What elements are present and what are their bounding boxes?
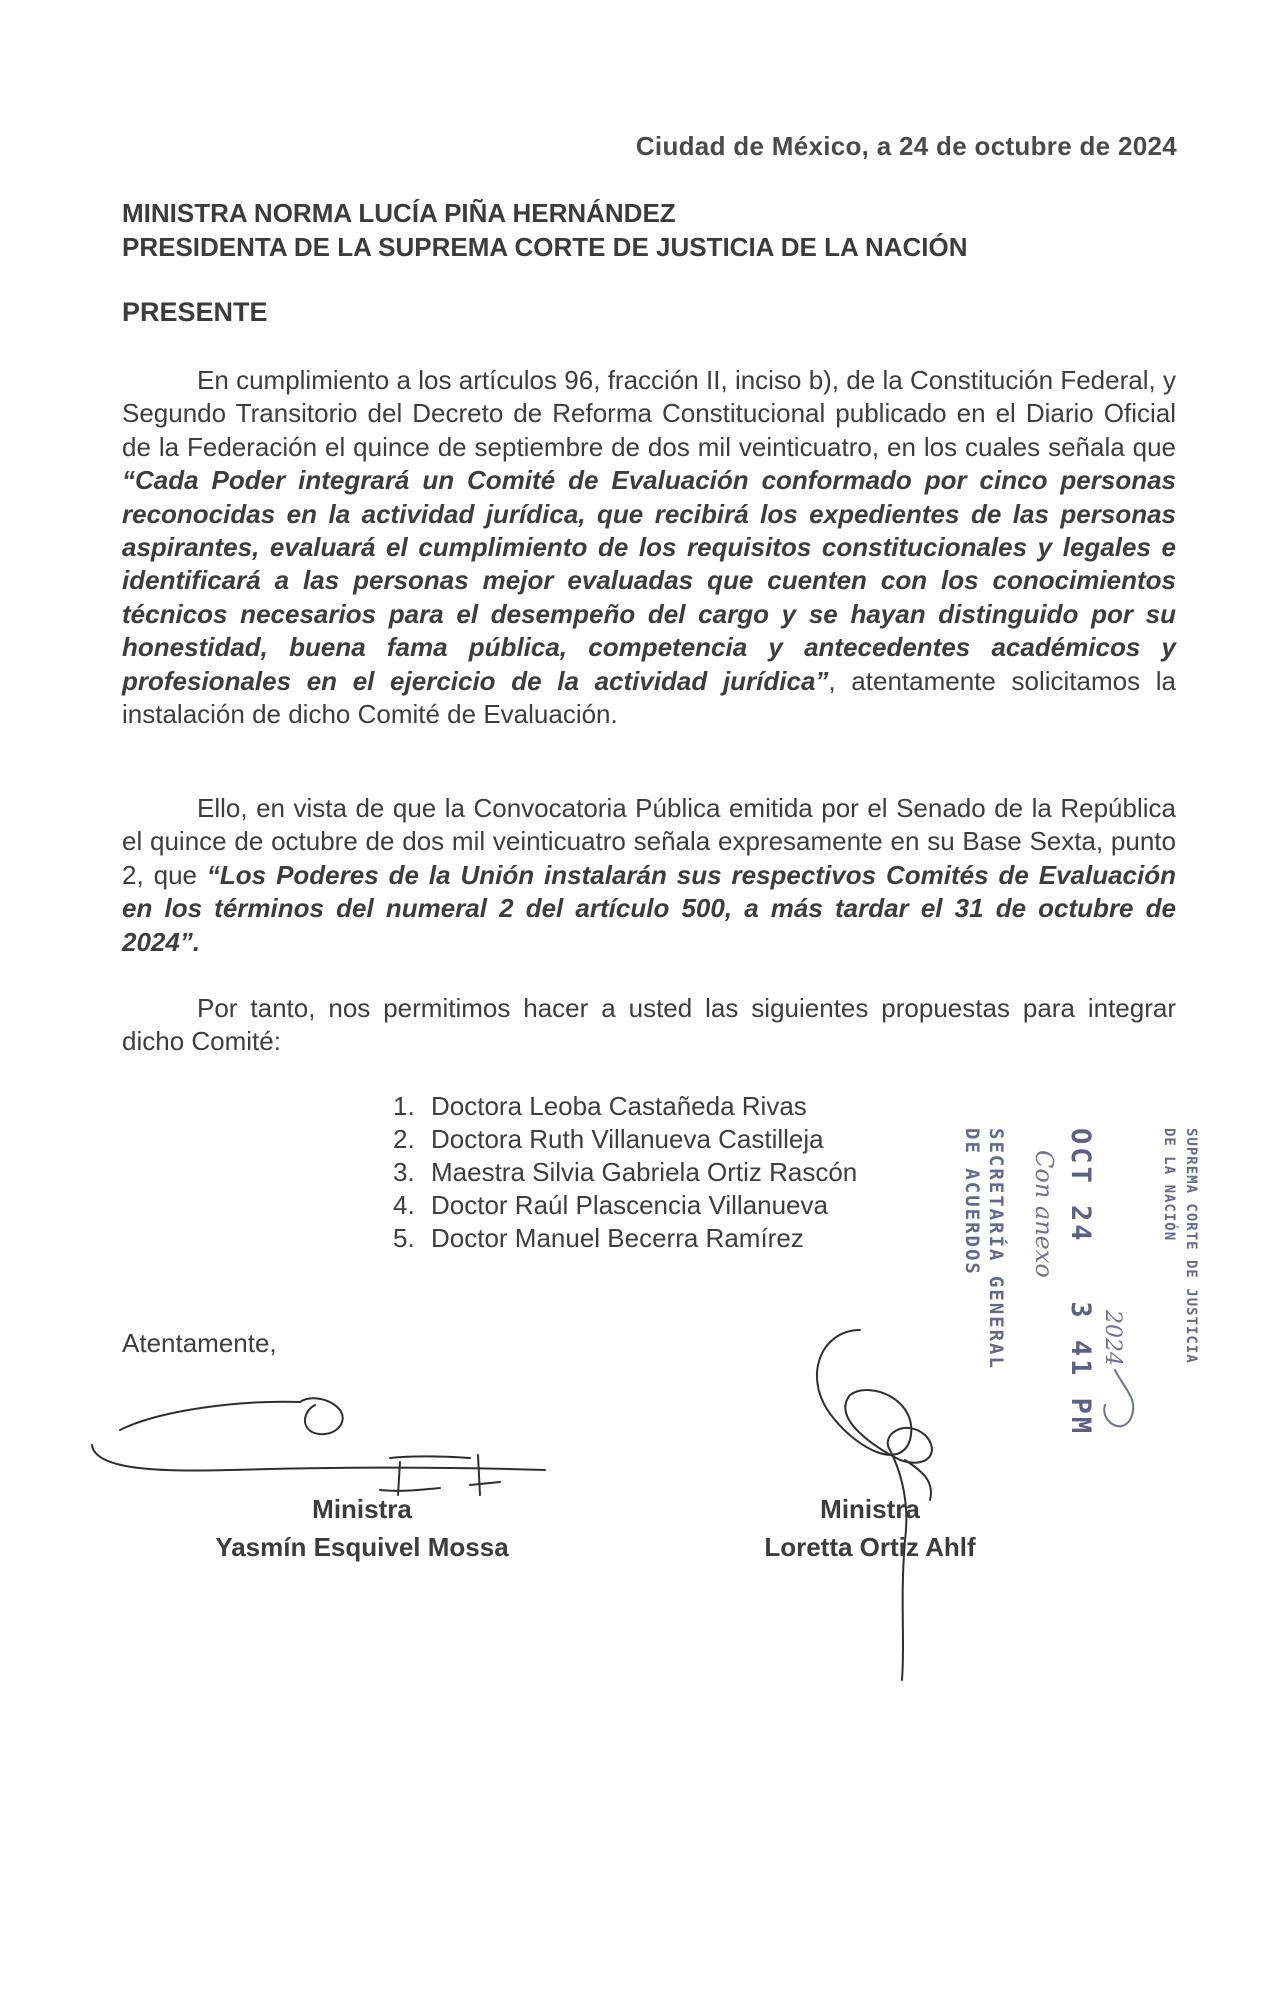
salutation: PRESENTE <box>122 297 268 327</box>
paragraph-request <box>122 364 1176 731</box>
list-item: 1. Doctora Leoba Castañeda Rivas <box>393 1091 807 1121</box>
signatory-esquivel <box>172 1490 552 1566</box>
paragraph-text: Por tanto, nos permitimos hacer a usted las siguientes propuestas para integrar dicho Comité: <box>122 993 1176 1057</box>
quoted-text: “Cada Poder integrará un Comité de Evaluación conformado por cinco personas reconocidas en la actividad jurídica, que recibirá los expedientes de las personas aspirantes, evaluará el cumplimiento de los requisitos constitucionales y legales e identificará a las personas mejor evaluadas que cuenten con los conocimientos técnicos necesarios para el desempeño del cargo y se hayan distinguido por su honestidad, buena fama pública, competencia y antecedentes académicos y profesionales en el ejercicio de la actividad jurídica” <box>122 465 1176 696</box>
recipient-title: PRESIDENTA DE LA SUPREMA CORTE DE JUSTICIA DE LA NACIÓN <box>122 232 968 262</box>
candidate-list <box>393 1090 857 1255</box>
signatory-name: Yasmín Esquivel Mossa <box>215 1532 509 1562</box>
signature-esquivel-loop <box>300 1398 343 1434</box>
closing-line: Atentamente, <box>122 1328 277 1358</box>
recipient-name: MINISTRA NORMA LUCÍA PIÑA HERNÁNDEZ <box>122 198 676 228</box>
list-item: 5. Doctor Manuel Becerra Ramírez <box>393 1223 804 1253</box>
list-item: 4. Doctor Raúl Plascencia Villanueva <box>393 1190 828 1220</box>
paragraph-text: Ello, en vista de que la Convocatoria Pública emitida por el Senado de la República el quince de octubre de dos mil veinticuatro señala expresamente en su Base Sexta, punto 2, que <box>122 793 1176 890</box>
received-note: Con anexo <box>1030 1150 1058 1278</box>
paragraph-text: , atentamente solicitamos la instalación de dicho Comité de Evaluación. <box>122 665 1177 730</box>
signature-esquivel-crosses <box>380 1455 500 1495</box>
paragraph-convocatoria <box>122 792 1176 959</box>
signatory-title: Ministra <box>312 1494 412 1524</box>
date-line: Ciudad de México, a 24 de octubre de 2024 <box>635 131 1177 161</box>
list-item: 3. Maestra Silvia Gabriela Ortiz Rascón <box>393 1157 858 1187</box>
quoted-text: “Los Poderes de la Unión instalarán sus respectivos Comités de Evaluación en los términos del numeral 2 del artículo 500, a más tardar el 31 de octubre de 2024”. <box>122 859 1176 957</box>
stamp-initials <box>1104 1370 1133 1426</box>
signatory-title: Ministra <box>820 1494 920 1524</box>
received-year-note: 2024 <box>1100 1310 1125 1366</box>
paragraph-proposals <box>122 992 1176 1059</box>
signatory-name: Loretta Ortiz Ahlf <box>764 1532 976 1562</box>
recipient-block <box>122 196 968 264</box>
secretaria-stamp: SECRETARÍA GENERAL DE ACUERDOS <box>961 1128 1007 1370</box>
paragraph-text: En cumplimiento a los artículos 96, fracción II, inciso b), de la Constitución Federal, y Segundo Transitorio del Decreto de Reforma Constitucional publicado en el Diario Oficial de la Federación el quince de septiembre de dos mil veinticuatro, en los cuales señala que <box>122 365 1176 462</box>
signatory-ortiz <box>720 1490 1020 1566</box>
signature-esquivel <box>92 1402 545 1471</box>
list-item: 2. Doctora Ruth Villanueva Castilleja <box>393 1124 824 1154</box>
received-date-stamp: OCT 24 3 41 PM <box>1065 1128 1096 1437</box>
court-stamp: SUPREMA CORTE DE JUSTICIA DE LA NACIÓN <box>1161 1128 1199 1364</box>
